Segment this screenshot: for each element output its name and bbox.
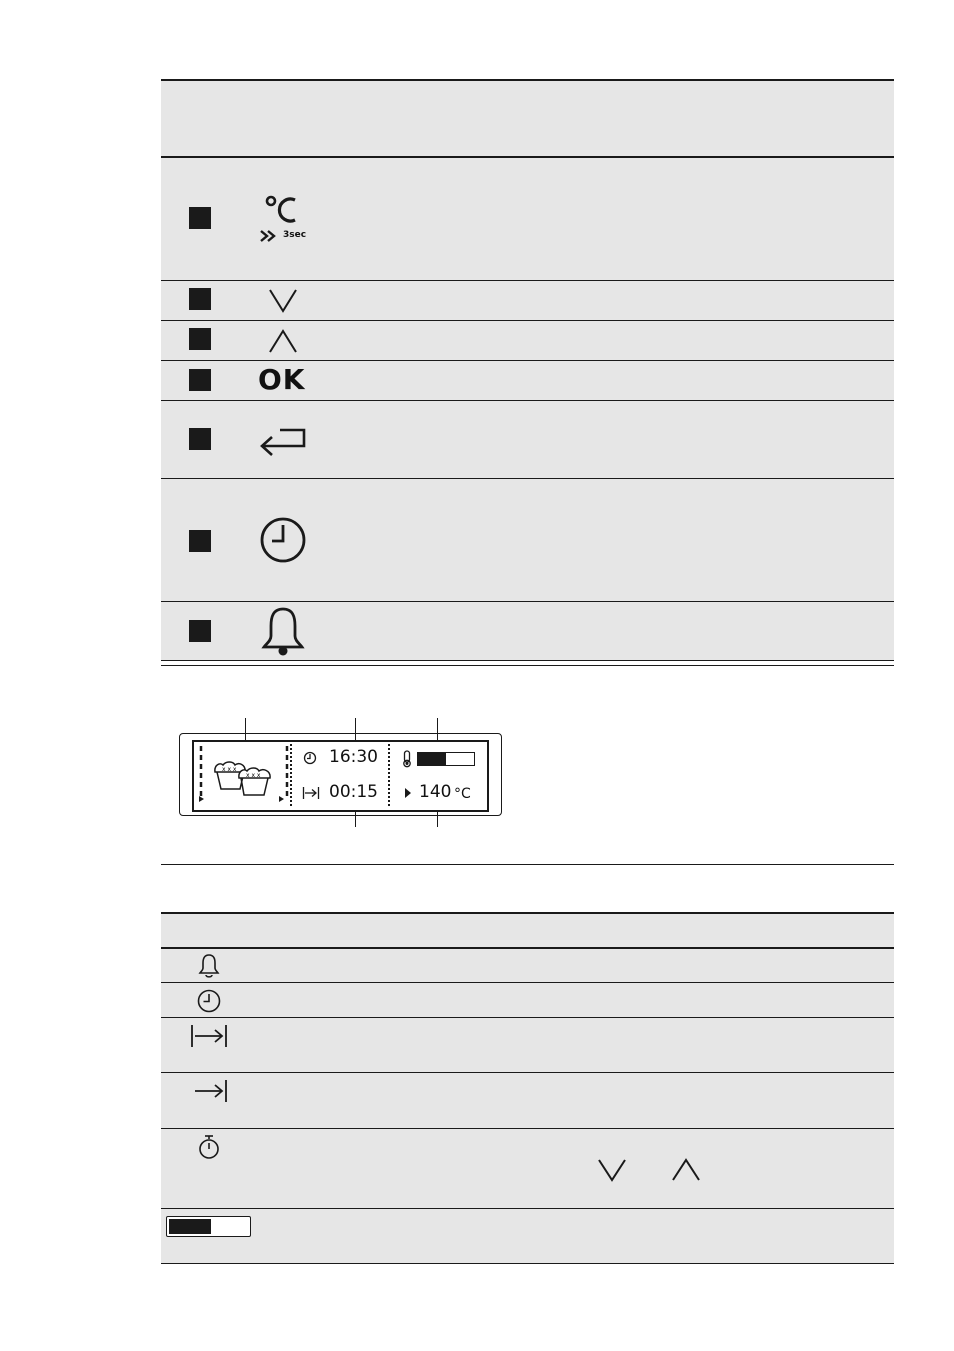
row-divider [161, 1128, 894, 1129]
row-divider [161, 320, 894, 321]
chevron-up-icon [671, 1158, 701, 1182]
section-rule [161, 864, 894, 865]
sensor-field-marker [189, 207, 211, 229]
header-rule [161, 947, 894, 949]
svg-text:x x x: x x x [246, 772, 261, 779]
table-top-rule [161, 912, 894, 914]
table-top-rule [161, 79, 894, 81]
row-divider [161, 601, 894, 602]
row-divider [161, 478, 894, 479]
sensor-field-marker [189, 328, 211, 350]
header-rule [161, 156, 894, 158]
back-return-icon[interactable] [258, 424, 308, 456]
clock-icon [303, 751, 317, 765]
sensor-field-marker [189, 620, 211, 642]
temperature-unit: °C [454, 786, 471, 802]
row-divider [161, 360, 894, 361]
row-divider [161, 1017, 894, 1018]
sensor-field-marker [189, 530, 211, 552]
svg-text:x x x: x x x [222, 766, 237, 773]
time-of-day-readout: 16:30 [329, 747, 378, 767]
sensor-field-marker [189, 369, 211, 391]
chevron-down-icon[interactable] [268, 288, 298, 314]
three-second-label: 3sec [283, 230, 307, 240]
clock-icon[interactable] [258, 515, 308, 565]
sensor-field-marker [189, 288, 211, 310]
heat-level-fill [418, 753, 446, 765]
indicators-table-background [161, 913, 894, 1264]
heat-level-bar [417, 752, 475, 766]
heat-bar-fill [169, 1219, 211, 1234]
bell-icon[interactable] [260, 606, 306, 656]
row-divider [161, 1208, 894, 1209]
table-bottom-rule [161, 1263, 894, 1264]
chevron-up-icon[interactable] [268, 328, 298, 354]
table-bottom-rule [161, 660, 894, 661]
bell-icon [198, 953, 220, 979]
row-divider [161, 982, 894, 983]
heat-bar-icon [166, 1216, 251, 1237]
table-bottom-rule [161, 665, 894, 666]
ok-button[interactable]: OK [258, 363, 306, 396]
clock-icon [196, 988, 222, 1014]
duration-icon [190, 1024, 228, 1048]
row-divider [161, 400, 894, 401]
end-time-icon [193, 1079, 229, 1103]
duration-icon [302, 786, 320, 800]
thermometer-icon [401, 750, 413, 768]
cake-function-icon [196, 744, 292, 808]
sensor-field-marker [189, 428, 211, 450]
play-arrow-icon [404, 787, 412, 799]
display-separator [290, 744, 292, 806]
row-divider [161, 1072, 894, 1073]
duration-readout: 00:15 [329, 782, 378, 802]
chevron-down-icon [597, 1158, 627, 1182]
display-separator [388, 744, 390, 806]
temperature-readout: 140 [419, 782, 452, 802]
row-divider [161, 280, 894, 281]
timer-icon [197, 1134, 221, 1160]
